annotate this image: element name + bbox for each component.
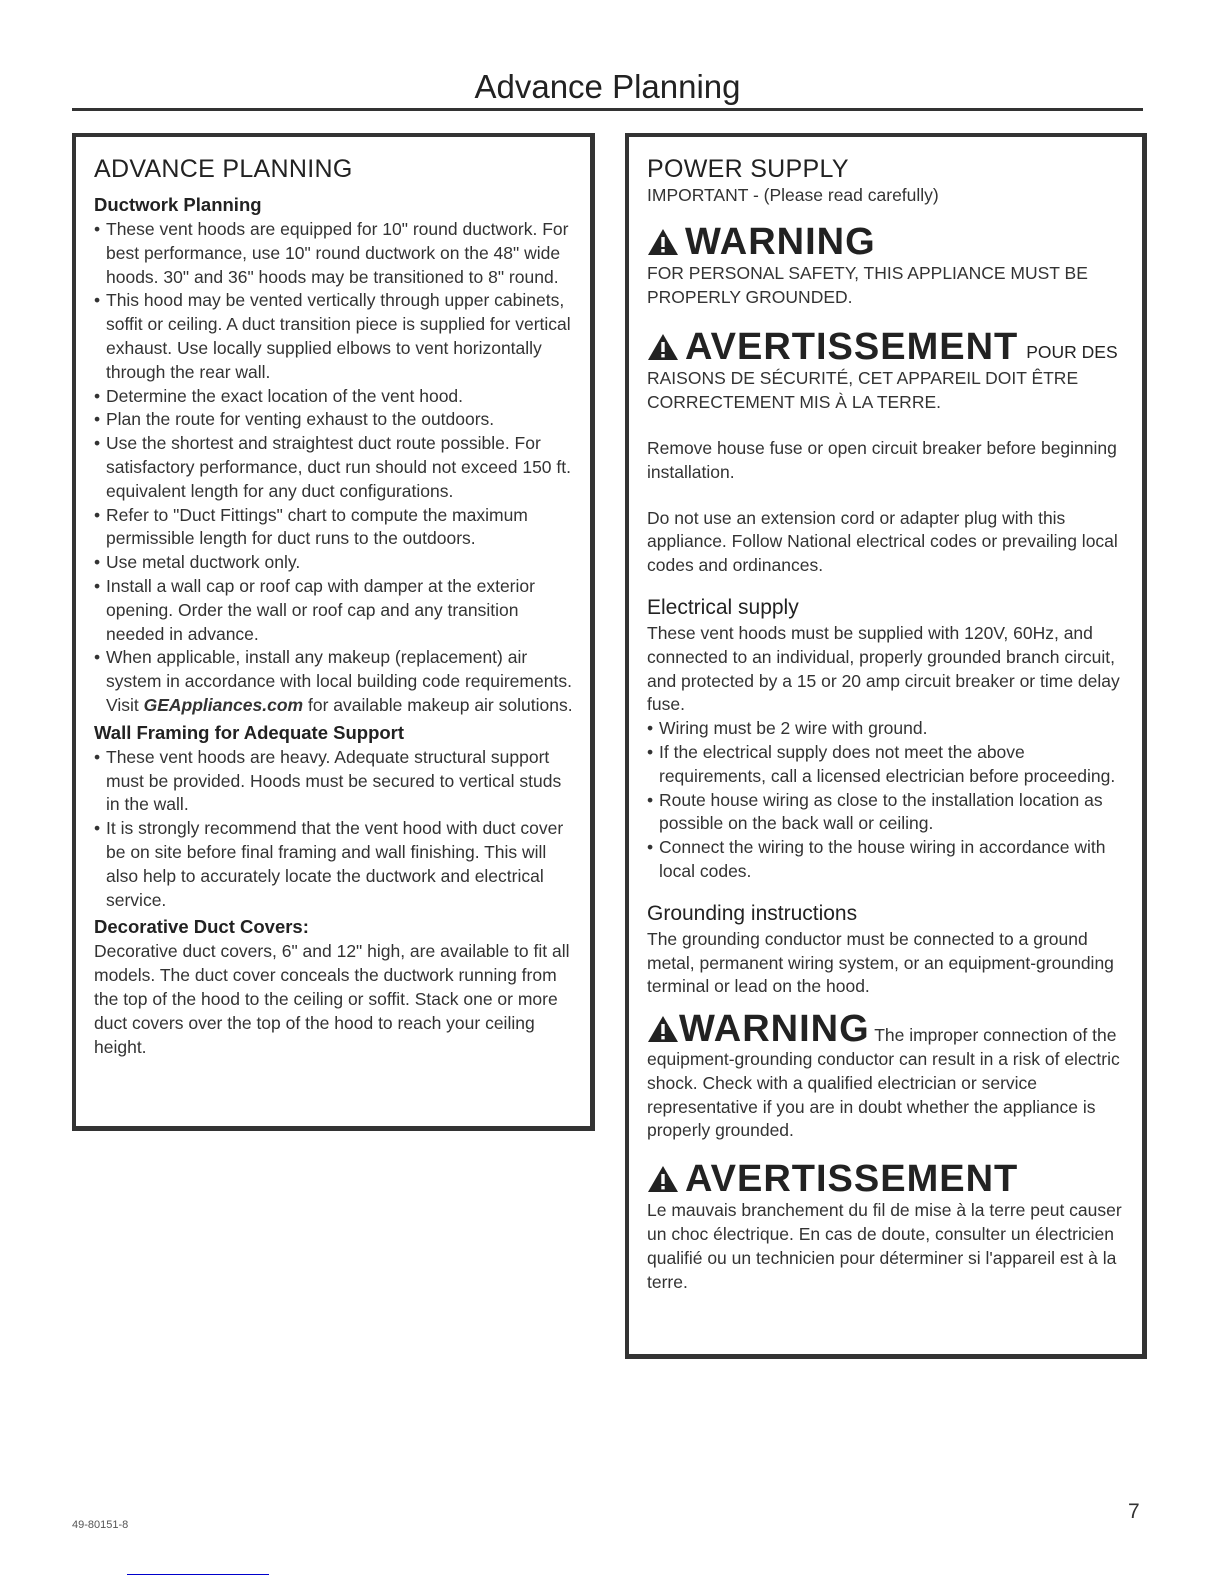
warning-text: FOR PERSONAL SAFETY, THIS APPLIANCE MUST BE PROPERLY GROUNDED.: [647, 262, 1088, 307]
avertissement-text: Le mauvais branchement du fil de mise à la terre peut causer un choc électrique. En cas de doute, consulter un électricien qualifié ou un technicien pour déterminer si l'appareil est à la terre.: [647, 1200, 1122, 1292]
list-item: • Install a wall cap or roof cap with damper at the exterior opening. Order the wall or roof cap and any transition needed in advance.: [94, 575, 574, 646]
page-number: 7: [1128, 1500, 1140, 1523]
avertissement-text: RAISONS DE SÉCURITÉ, CET APPAREIL DOIT ÊTRE CORRECTEMENT MIS À LA TERRE.: [647, 368, 1079, 413]
grounding-heading: Grounding instructions: [647, 901, 858, 925]
warning-text: The improper connection of the equipment-grounding conductor can result in a risk of electric shock. Check with a qualified electrician or service representative if you are in doubt whether the appliance is properly grounded.: [647, 1025, 1120, 1141]
makeup-text-end: for available makeup air solutions.: [303, 694, 573, 715]
list-item: • This hood may be vented vertically through upper cabinets, soffit or ceiling. A duct transition piece is supplied for vertical exhaust. Use locally supplied elbows to vent horizontally through the rear wall.: [94, 289, 574, 384]
title-rule: [72, 108, 1143, 111]
warning-triangle-icon: [647, 228, 679, 256]
advance-planning-box: [72, 133, 595, 1131]
list-item: • Determine the exact location of the vent hood.: [94, 385, 574, 409]
warning-triangle-icon: [647, 1015, 679, 1043]
makeup-text: When applicable, install any makeup (replacement) air system in accordance with local building code requirements. Visit: [106, 647, 572, 715]
list-item: • If the electrical supply does not meet the above requirements, call a licensed electrician before proceeding.: [647, 741, 1128, 789]
fuse-note: Remove house fuse or open circuit breaker before beginning installation.: [647, 437, 1117, 482]
page-title: Advance Planning: [474, 68, 741, 105]
list-item: • Refer to "Duct Fittings" chart to compute the maximum permissible length for duct runs to the outdoors.: [94, 504, 574, 552]
warning-banner: [647, 222, 1128, 262]
avertissement-tail: POUR DES: [1026, 342, 1118, 363]
covers-text: Decorative duct covers, 6" and 12" high, are available to fit all models. The duct cover conceals the ductwork running from the top of the hood to the ceiling or soffit. Stack one or more duct covers over the top of the hood to reach your ceiling height.: [94, 941, 570, 1057]
section-heading: ADVANCE PLANNING: [94, 155, 353, 183]
section-heading: POWER SUPPLY: [647, 155, 849, 183]
list-item: • These vent hoods are heavy. Adequate structural support must be provided. Hoods must be secured to vertical studs in the wall.: [94, 746, 574, 817]
list-item: • Route house wiring as close to the installation location as possible on the back wall or ceiling.: [647, 789, 1128, 837]
footer-line: [127, 1574, 269, 1575]
framing-list: [94, 746, 574, 913]
ductwork-list: [94, 218, 574, 718]
electrical-list: [647, 717, 1128, 884]
list-item: • Use the shortest and straightest duct route possible. For satisfactory performance, duct run should not exceed 150 ft. equivalent length for any duct configurations.: [94, 432, 574, 503]
ductwork-heading: Ductwork Planning: [94, 194, 262, 215]
grounding-text: The grounding conductor must be connected to a ground metal, permanent wiring system, or an equipment-grounding terminal or lead on the hood.: [647, 928, 1114, 997]
warning-paragraph: [647, 1008, 1128, 1143]
warning-triangle-icon: [647, 1165, 679, 1193]
document-code: 49-80151-8: [72, 1519, 129, 1531]
important-note: IMPORTANT - (Please read carefully): [647, 185, 939, 205]
electrical-text: These vent hoods must be supplied with 120V, 60Hz, and connected to an individual, properly grounded branch circuit, and protected by a 15 or 20 amp circuit breaker or time delay fuse.: [647, 622, 1120, 715]
list-item: • Plan the route for venting exhaust to the outdoors.: [94, 408, 574, 432]
list-item: • Use metal ductwork only.: [94, 551, 574, 575]
warning-triangle-icon: [647, 333, 679, 361]
list-item: • It is strongly recommend that the vent hood with duct cover be on site before final framing and wall finishing. This will also help to accurately locate the ductwork and electrical service.: [94, 817, 574, 912]
extension-cord-note: Do not use an extension cord or adapter plug with this appliance. Follow National electrical codes or prevailing local codes and ordinances.: [647, 507, 1118, 576]
list-item: • Connect the wiring to the house wiring in accordance with local codes.: [647, 836, 1128, 884]
list-item: [94, 646, 574, 717]
warning-label: WARNING: [685, 220, 876, 263]
covers-heading: Decorative Duct Covers:: [94, 916, 309, 938]
avertissement-label: AVERTISSEMENT: [685, 1158, 1019, 1201]
electrical-heading: Electrical supply: [647, 595, 799, 619]
power-supply-box: [625, 133, 1147, 1359]
framing-heading: Wall Framing for Adequate Support: [94, 721, 405, 743]
avertissement-label: AVERTISSEMENT: [685, 326, 1019, 369]
warning-label: WARNING: [679, 1008, 870, 1051]
avertissement-banner: [647, 327, 1128, 367]
list-item: • These vent hoods are equipped for 10" round ductwork. For best performance, use 10" round ductwork on the 48" wide hoods. 30" and 36" hoods may be transitioned to 8" round.: [94, 218, 574, 289]
list-item: • Wiring must be 2 wire with ground.: [647, 717, 1128, 741]
avertissement-banner: [647, 1159, 1128, 1199]
ge-appliances-link[interactable]: GEAppliances.com: [143, 694, 304, 715]
